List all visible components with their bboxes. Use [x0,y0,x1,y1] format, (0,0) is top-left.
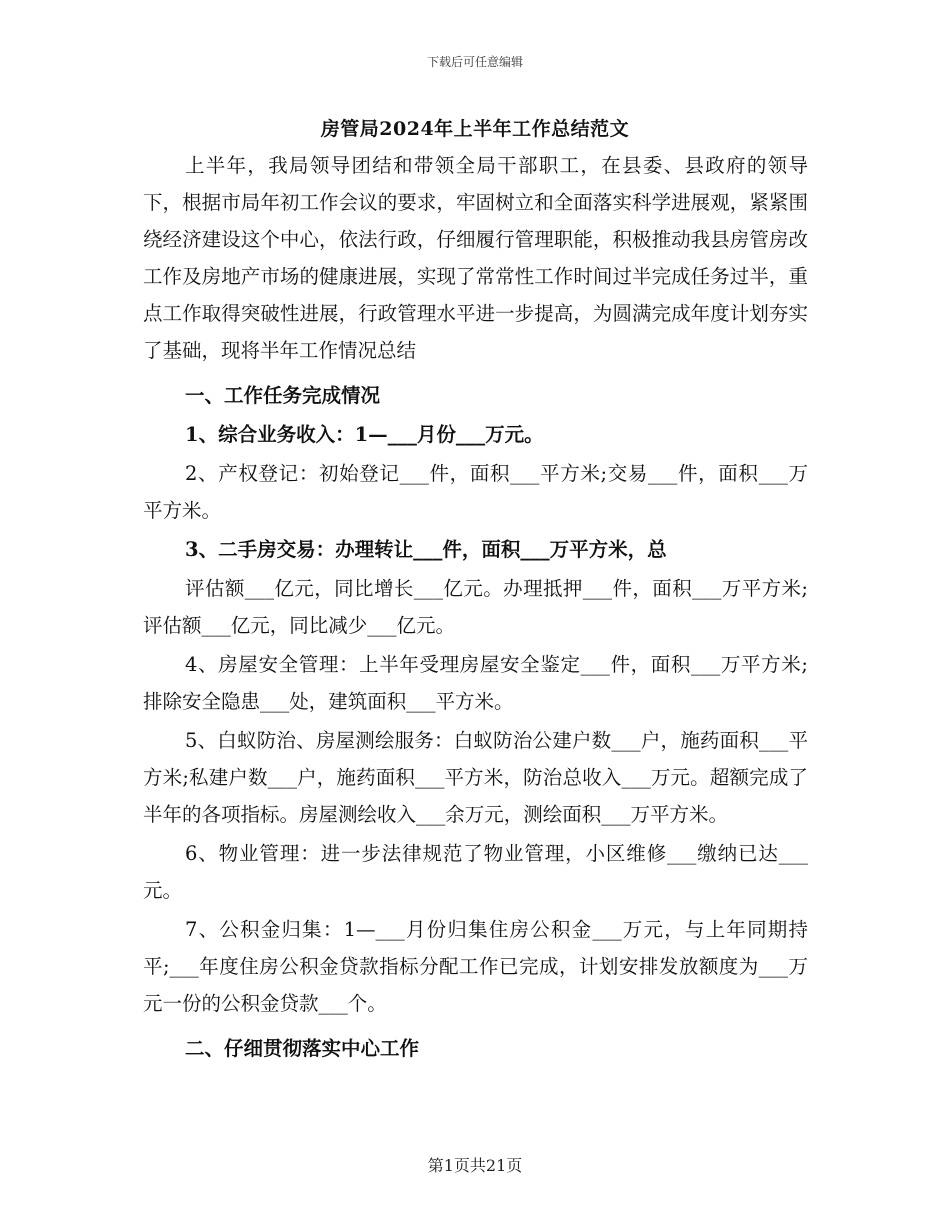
section-heading-1: 一、工作任务完成情况 [185,384,381,407]
intro-paragraph: 上半年，我局领导团结和带领全局干部职工，在县委、县政府的领导下，根据市局年初工作会议的要求，牢固树立和全面落实科学进展观，紧紧围绕经济建设这个中心，依法行政，仔细履行管理职能，积极推动我县房管房改工作及房地产市场的健康进展，实现了常常性工作时间过半完成任务过半，重点工作取得突破性进展，行政管理水平进一步提高，为圆满完成年度计划夯实了基础，现将半年工作情况总结 [143,154,808,362]
item-6-paragraph: 6、物业管理：进一步法律规范了物业管理，小区维修___缴纳已达___元。 [143,842,808,902]
item-7-paragraph: 7、公积金归集：1—___月份归集住房公积金___万元，与上年同期持平;___年度住房公积金贷款指标分配工作已完成，计划安排发放额度为___万元一份的公积金贷款___个。 [143,918,808,1015]
document-title: 房管局2024年上半年工作总结范文 [320,118,630,140]
item-3-continuation: 评估额___亿元，同比增长___亿元。办理抵押___件，面积___万平方米;评估额___亿元，同比减少___亿元。 [143,577,808,637]
item-2-paragraph: 2、产权登记：初始登记___件，面积___平方米;交易___件，面积___万平方米。 [143,462,808,522]
item-4-paragraph: 4、房屋安全管理：上半年受理房屋安全鉴定___件，面积___万平方米;排除安全隐患___处，建筑面积___平方米。 [143,653,808,713]
item-3-paragraph: 3、二手房交易：办理转让___件，面积___万平方米，总 [185,538,667,561]
document-body [143,147,808,1067]
page-footer: 第1页共21页 [427,1156,523,1175]
page-header-note: 下载后可任意编辑 [426,55,523,69]
item-1-paragraph: 1、综合业务收入：1—___月份___万元。 [185,423,544,446]
item-5-paragraph: 5、白蚁防治、房屋测绘服务：白蚁防治公建户数___户，施药面积___平方米;私建户数___户，施药面积___平方米，防治总收入___万元。超额完成了半年的各项指标。房屋测绘收入___余万元，测绘面积___万平方米。 [143,729,808,826]
section-heading-2: 二、仔细贯彻落实中心工作 [185,1037,420,1060]
